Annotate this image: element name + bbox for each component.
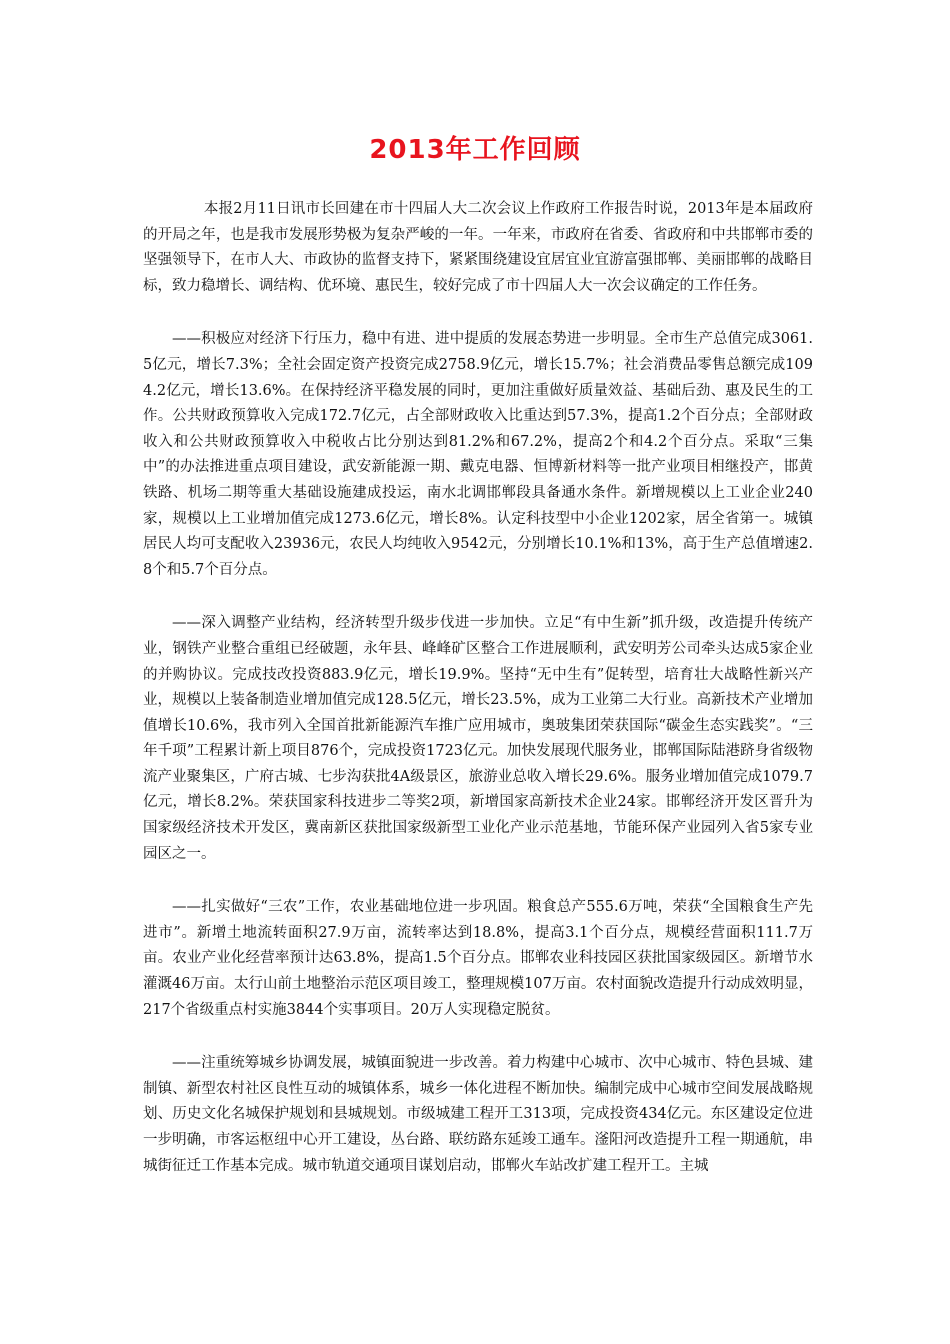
paragraph-industry-structure: ——深入调整产业结构，经济转型升级步伐进一步加快。立足“有中生新”抓升级，改造提升传统产业，钢铁产业整合重组已经破题，永年县、峰峰矿区整合工作进展顺利，武安明芳公司牵头达成5家企业的并购协议。完成技改投资883.9亿元，增长19.9%。坚持“无中生有”促转型，培育壮大战略性新兴产业，规模以上装备制造业增加值完成128.5亿元，增长23.5%，成为工业第二大行业。高新技术产业增加值增长10.6%，我市列入全国首批新能源汽车推广应用城市，奥玻集团荣获国际“碳金生态实践奖”。“三年千项”工程累计新上项目876个，完成投资1723亿元。加快发展现代服务业，邯郸国际陆港跻身省级物流产业聚集区，广府古城、七步沟获批4A级景区，旅游业总收入增长29.6%。服务业增加值完成1079.7亿元，增长8.2%。荣获国家科技进步二等奖2项，新增国家高新技术企业24家。邯郸经济开发区晋升为国家级经济技术开发区，冀南新区获批国家级新型工业化产业示范基地，节能环保产业园列入省5家专业园区之一。 <box>143 615 813 862</box>
paragraph-urban-rural: ——注重统筹城乡协调发展，城镇面貌进一步改善。着力构建中心城市、次中心城市、特色县城、建制镇、新型农村社区良性互动的城镇体系，城乡一体化进程不断加快。编制完成中心城市空间发展战略规划、历史文化名城保护规划和县城规划。市级城建工程开工313项，完成投资434亿元。东区建设定位进一步明确，市客运枢纽中心开工建设，丛台路、联纺路东延竣工通车。滏阳河改造提升工程一期通航，串城街征迁工作基本完成。城市轨道交通项目谋划启动，邯郸火车站改扩建工程开工。主城 <box>143 1055 813 1174</box>
paragraph-agriculture: ——扎实做好“三农”工作，农业基础地位进一步巩固。粮食总产555.6万吨，荣获“全国粮食生产先进市”。新增土地流转面积27.9万亩，流转率达到18.8%，提高3.1个百分点，规模经营面积111.7万亩。农业产业化经营率预计达63.8%，提高1.5个百分点。邯郸农业科技园区获批国家级园区。新增节水灌溉46万亩。太行山前土地整治示范区项目竣工，整理规模107万亩。农村面貌改造提升行动成效明显，217个省级重点村实施3844个实事项目。20万人实现稳定脱贫。 <box>143 899 814 1018</box>
document-body <box>143 197 813 1207</box>
paragraph-intro: 本报2月11日讯市长回建在市十四届人大二次会议上作政府工作报告时说，2013年是本届政府的开局之年，也是我市发展形势极为复杂严峻的一年。一年来，市政府在省委、省政府和中共邯郸市委的坚强领导下，在市人大、市政协的监督支持下，紧紧围绕建设宜居宜业宜游富强邯郸、美丽邯郸的战略目标，致力稳增长、调结构、优环境、惠民生，较好完成了市十四届人大一次会议确定的工作任务。 <box>143 201 813 294</box>
paragraph-economy: ——积极应对经济下行压力，稳中有进、进中提质的发展态势进一步明显。全市生产总值完成3061.5亿元，增长7.3%；全社会固定资产投资完成2758.9亿元，增长15.7%；社会消费品零售总额完成1094.2亿元，增长13.6%。在保持经济平稳发展的同时，更加注重做好质量效益、基础后劲、惠及民生的工作。公共财政预算收入完成172.7亿元，占全部财政收入比重达到57.3%，提高1.2个百分点；全部财政收入和公共财政预算收入中税收占比分别达到81.2%和67.2%，提高2个和4.2个百分点。采取“三集中”的办法推进重点项目建设，武安新能源一期、戴克电器、恒博新材料等一批产业项目相继投产，邯黄铁路、机场二期等重大基础设施建成投运，南水北调邯郸段具备通水条件。新增规模以上工业企业240家，规模以上工业增加值完成1273.6亿元，增长8%。认定科技型中小企业1202家，居全省第一。城镇居民人均可支配收入23936元，农民人均纯收入9542元，分别增长10.1%和13%，高于生产总值增速2.8个和5.7个百分点。 <box>143 331 813 578</box>
document-title: 2013年工作回顾 <box>369 135 581 165</box>
